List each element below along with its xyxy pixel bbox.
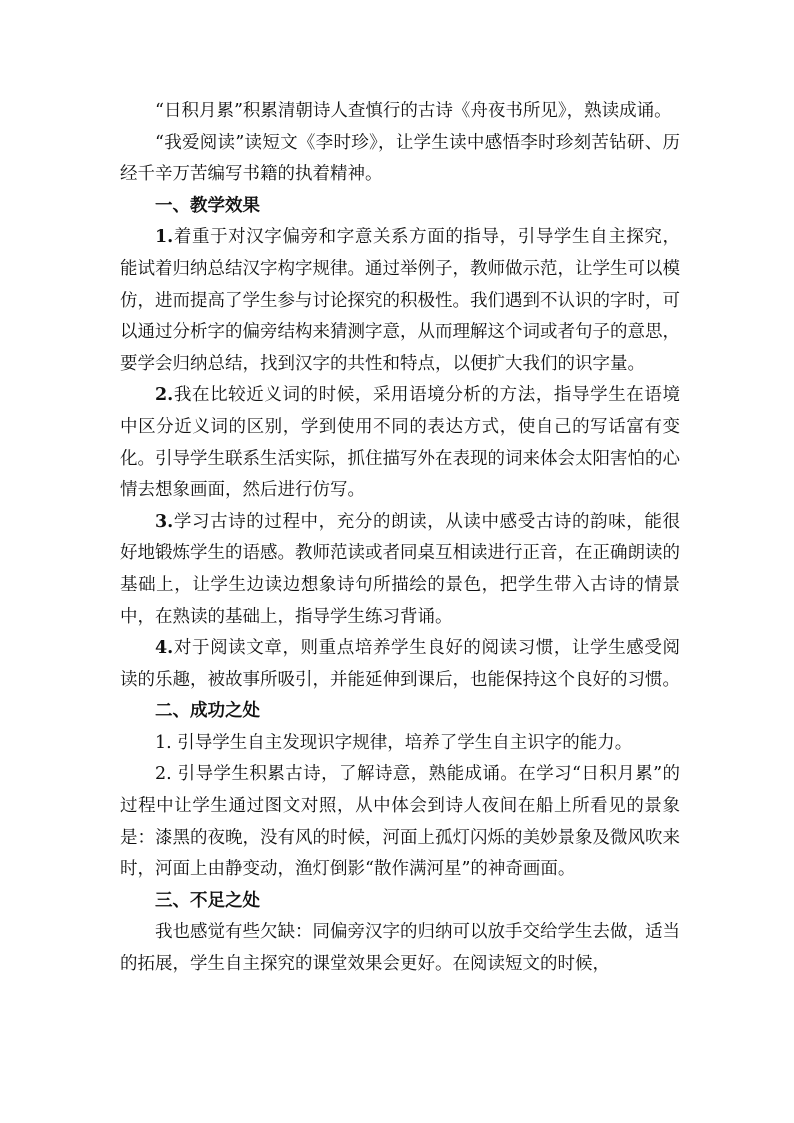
- paragraph-body: 我在比较近义词的时候，采用语境分析的方法，指导学生在语境中区分近义词的区别，学到使用不同的表达方式，使自己的写话富有变化。引导学生联系生活实际，抓住描写外在表现的词来体会太阳害怕的心情去想象画面，然后进行仿写。: [120, 385, 680, 501]
- section-heading-successes: 二、成功之处: [155, 701, 260, 722]
- shortcomings-paragraph: 我也感觉有些欠缺：同偏旁汉字的归纳可以放手交给学生去做，适当的拓展，学生自主探究的课堂效果会更好。在阅读短文的时候，: [120, 922, 680, 975]
- success-item-2: 2. 引导学生积累古诗，了解诗意，熟能成诵。在学习“日积月累”的过程中让学生通过图文对照，从中体会到诗人夜间在船上所看见的景象是：漆黑的夜晚，没有风的时候，河面上孤灯闪烁的美妙景象及微风吹来时，河面上由静变动，渔灯倒影“散作满河星”的神奇画面。: [120, 764, 680, 880]
- numbered-paragraph-4: [120, 633, 680, 696]
- section-heading-teaching-effect: 一、教学效果: [155, 195, 260, 216]
- section-heading-shortcomings: 三、不足之处: [155, 890, 260, 911]
- success-item-1: 1. 引导学生自主发现识字规律，培养了学生自主识字的能力。: [155, 732, 633, 753]
- paragraph-daily-accumulation: “日积月累”积累清朝诗人查慎行的古诗《舟夜书所见》，熟读成诵。: [155, 101, 672, 121]
- numbered-paragraph-1: [120, 222, 680, 380]
- paragraph-body: 对于阅读文章，则重点培养学生良好的阅读习惯，让学生感受阅读的乐趣，被故事所吸引，并能延伸到课后，也能保持这个良好的习惯。: [120, 638, 680, 690]
- document-page: [120, 96, 680, 981]
- numbered-paragraph-3: [120, 507, 680, 633]
- numbered-paragraph-2: [120, 380, 680, 506]
- paragraph-number: 2.: [155, 385, 174, 406]
- paragraph-number: 4.: [155, 638, 174, 659]
- paragraph-number: 3.: [155, 511, 174, 532]
- paragraph-number: 1.: [155, 227, 174, 248]
- paragraph-body: 学习古诗的过程中，充分的朗读，从读中感受古诗的韵味，能很好地锻炼学生的语感。教师范读或者同桌互相读进行正音，在正确朗读的基础上，让学生边读边想象诗句所描绘的景色，把学生带入古诗的情景中，在熟读的基础上，指导学生练习背诵。: [120, 511, 680, 627]
- paragraph-i-love-reading: “我爱阅读”读短文《李时珍》，让学生读中感悟李时珍刻苦钻研、历经千辛万苦编写书籍的执着精神。: [120, 132, 680, 185]
- paragraph-body: 着重于对汉字偏旁和字意关系方面的指导，引导学生自主探究，能试着归纳总结汉字构字规律。通过举例子，教师做示范，让学生可以模仿，进而提高了学生参与讨论探究的积极性。我们遇到不认识的字时，可以通过分析字的偏旁结构来猜测字意，从而理解这个词或者句子的意思，要学会归纳总结，找到汉字的共性和特点，以便扩大我们的识字量。: [120, 227, 680, 374]
